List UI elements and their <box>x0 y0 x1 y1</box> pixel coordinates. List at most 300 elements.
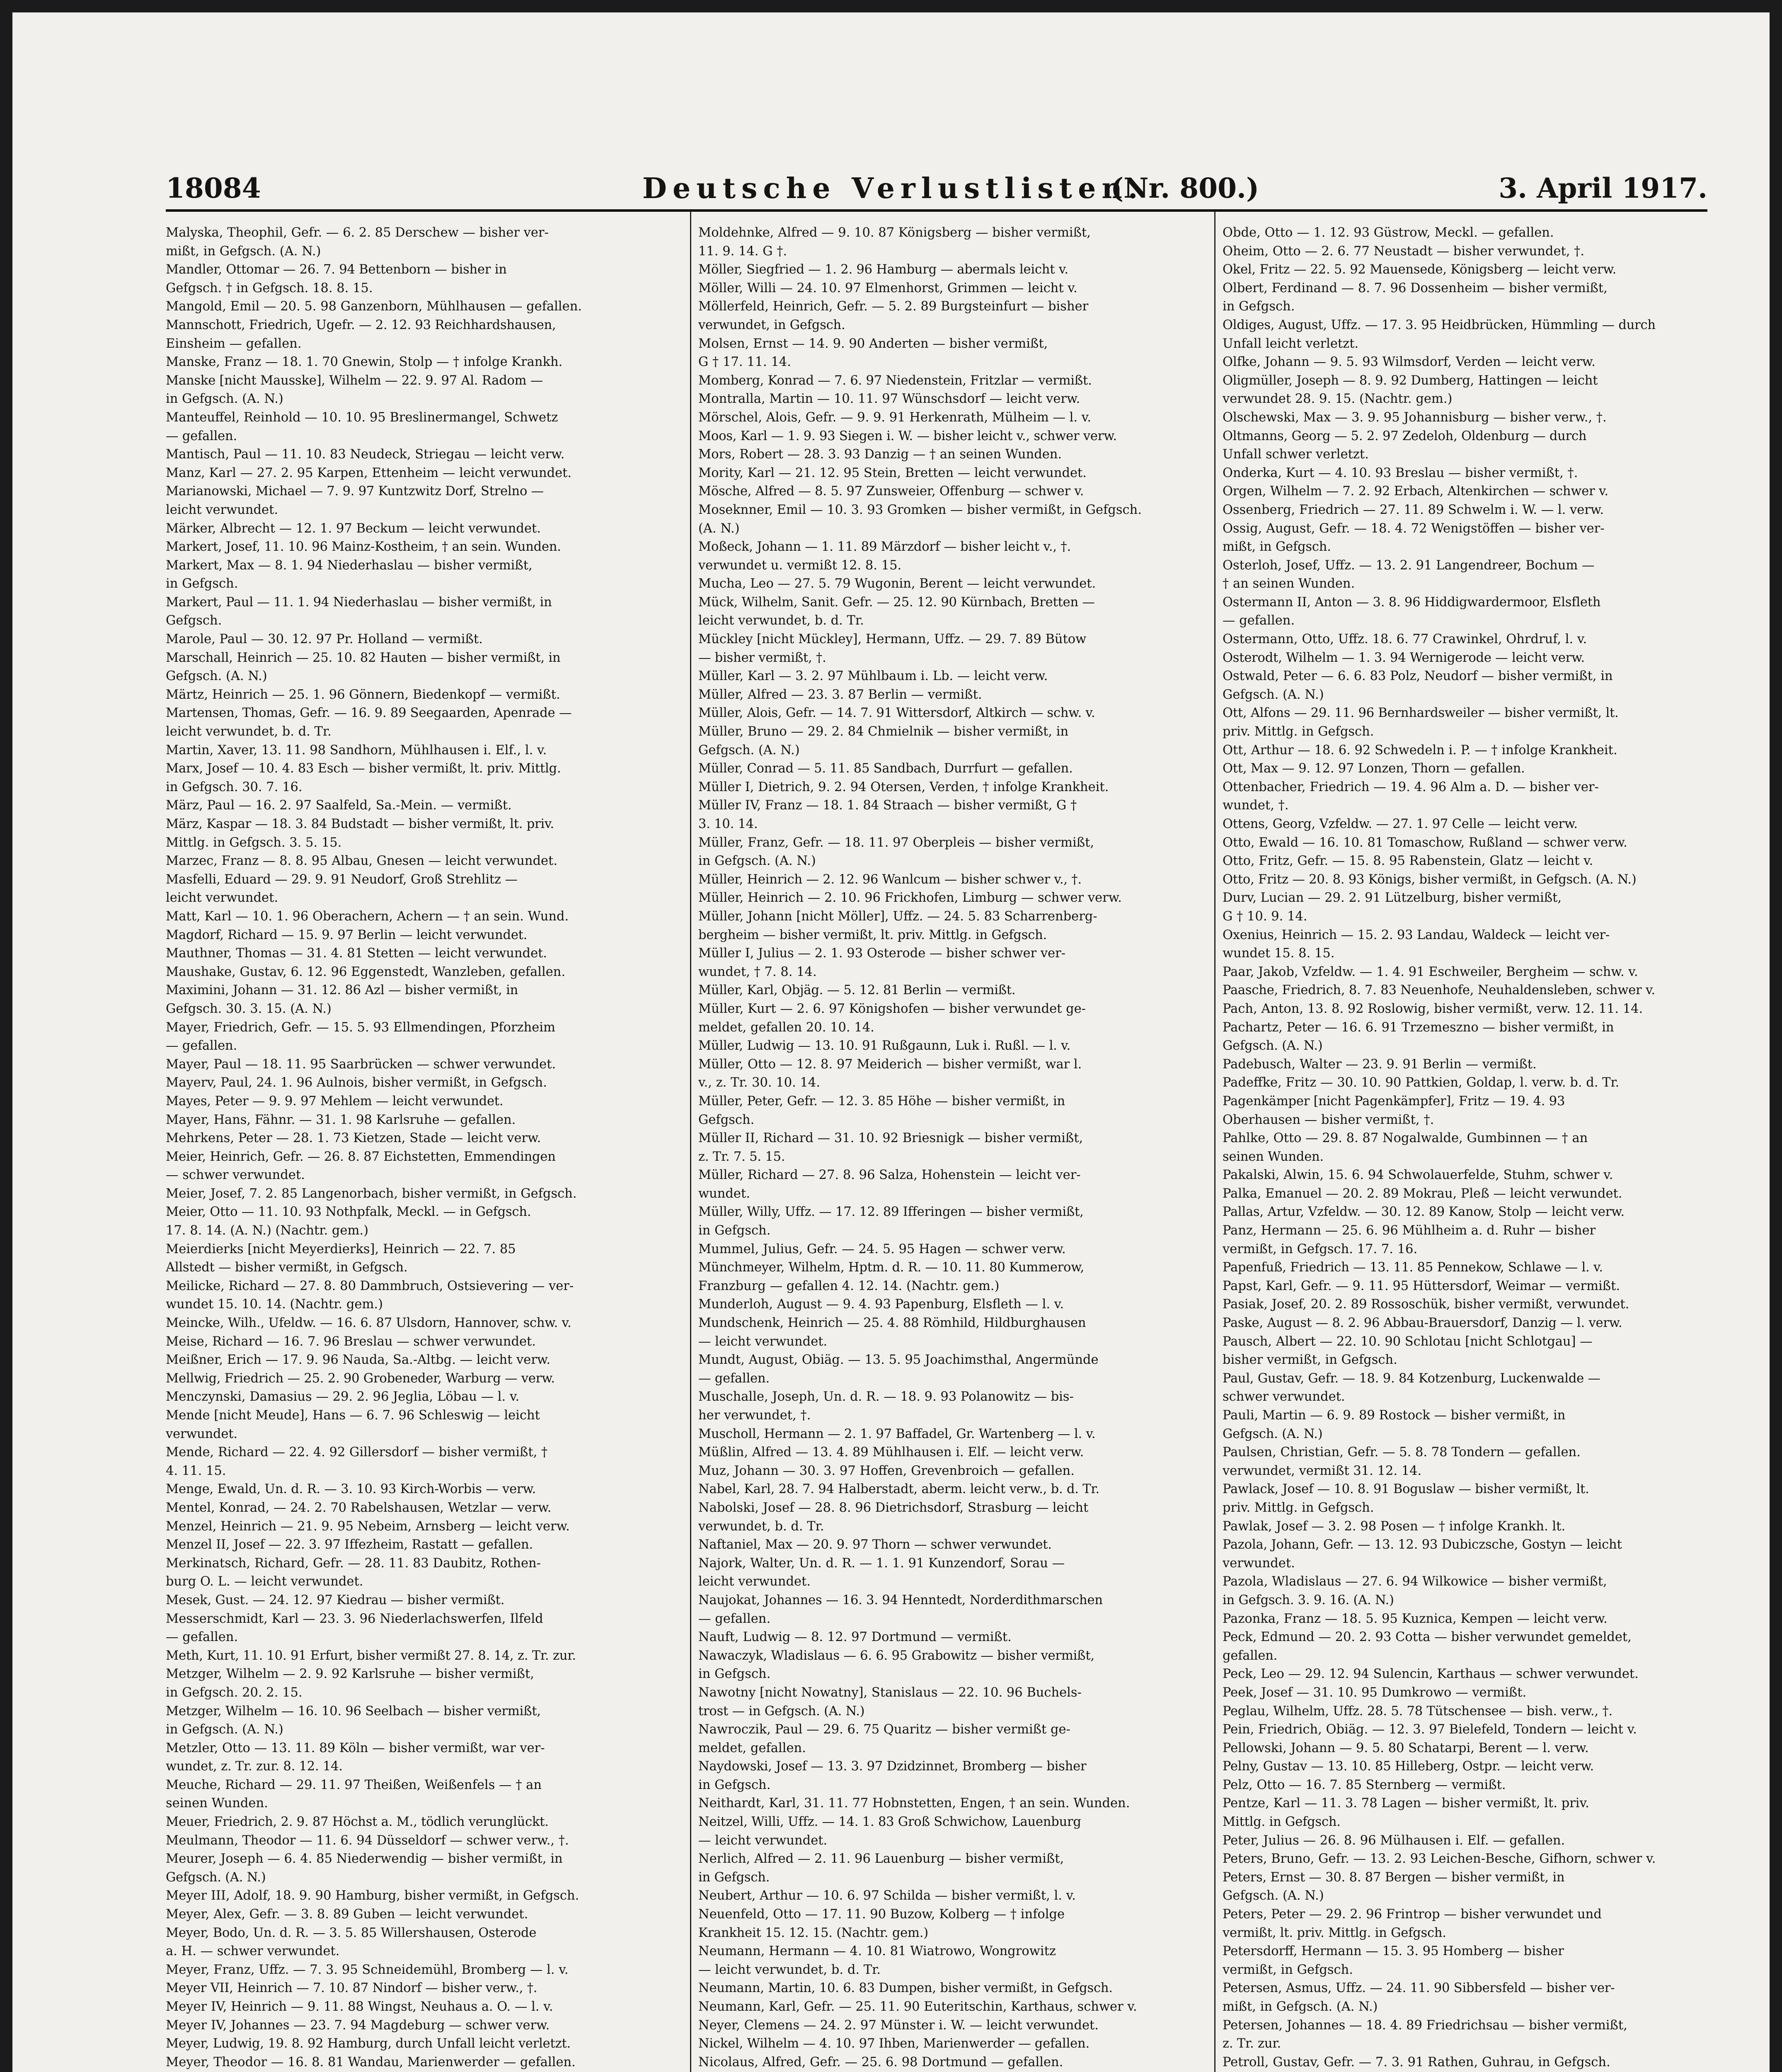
casualty-entry-line: in Gefgsch. 30. 7. 16. <box>166 779 303 794</box>
casualty-entry-line: Marole, Paul — 30. 12. 97 Pr. Holland — vermißt. <box>166 632 483 647</box>
casualty-entry-line: Mauthner, Thomas — 31. 4. 81 Stetten — leicht verwundet. <box>166 946 547 961</box>
text-column-2 <box>698 224 1212 2072</box>
casualty-entry-line: Otto, Fritz, Gefr. — 15. 8. 95 Rabenstein, Glatz — leicht v. <box>1223 854 1593 869</box>
casualty-entry-line: Mösche, Alfred — 8. 5. 97 Zunsweier, Offenburg — schwer v. <box>698 484 1084 499</box>
casualty-entry-line: Pasiak, Josef, 20. 2. 89 Rossoschük, bisher vermißt, verwundet. <box>1223 1297 1629 1312</box>
casualty-entry-line: Oberhausen — bisher vermißt, †. <box>1223 1112 1434 1127</box>
casualty-entry-line: Momberg, Konrad — 7. 6. 97 Niedenstein, Fritzlar — vermißt. <box>698 373 1092 388</box>
casualty-entry-line: — schwer verwundet. <box>166 1168 305 1183</box>
casualty-entry-line: Meier, Otto — 11. 10. 93 Nothpfalk, Meckl. — in Gefgsch. <box>166 1205 531 1220</box>
casualty-entry-line: Unfall schwer verletzt. <box>1223 447 1369 462</box>
casualty-entry-line: Neumann, Martin, 10. 6. 83 Dumpen, bisher vermißt, in Gefgsch. <box>698 1981 1113 1996</box>
casualty-entry-line: in Gefgsch. (A. N.) <box>166 1722 283 1737</box>
casualty-entry-line: (A. N.) <box>698 521 740 536</box>
casualty-entry-line: Ostwald, Peter — 6. 6. 83 Polz, Neudorf — bisher vermißt, in <box>1223 669 1613 684</box>
casualty-entry-line: Pazola, Wladislaus — 27. 6. 94 Wilkowice — bisher vermißt, <box>1223 1574 1607 1589</box>
casualty-entry-line: Müller I, Julius — 2. 1. 93 Osterode — bisher schwer ver- <box>698 946 1066 961</box>
page-number: 18084 <box>166 172 261 204</box>
casualty-entry-line: Müller I, Dietrich, 9. 2. 94 Otersen, Verden, † infolge Krankheit. <box>698 779 1109 794</box>
casualty-entry-line: Petersen, Asmus, Uffz. — 24. 11. 90 Sibbersfeld — bisher ver- <box>1223 1981 1615 1996</box>
casualty-entry-line: vermißt, in Gefgsch. <box>1223 1962 1353 1977</box>
casualty-entry-line: Müller, Bruno — 29. 2. 84 Chmielnik — bisher vermißt, in <box>698 724 1069 739</box>
casualty-entry-line: Pelny, Gustav — 13. 10. 85 Hilleberg, Ostpr. — leicht verw. <box>1223 1759 1594 1774</box>
casualty-entry-line: Oldiges, August, Uffz. — 17. 3. 95 Heidbrücken, Hümmling — durch <box>1223 317 1656 332</box>
casualty-entry-line: wundet 15. 10. 14. (Nachtr. gem.) <box>166 1297 383 1312</box>
casualty-entry-line: Mück, Wilhelm, Sanit. Gefr. — 25. 12. 90 Kürnbach, Bretten — <box>698 595 1095 610</box>
casualty-entry-line: Mummel, Julius, Gefr. — 24. 5. 95 Hagen — schwer verw. <box>698 1242 1066 1256</box>
casualty-entry-line: Meyer VII, Heinrich — 7. 10. 87 Nindorf — bisher verw., †. <box>166 1981 538 1996</box>
casualty-entry-line: in Gefgsch. <box>698 1223 771 1238</box>
casualty-entry-line: z. Tr. zur. <box>1223 2036 1281 2051</box>
casualty-entry-line: Neumann, Hermann — 4. 10. 81 Wiatrowo, Wongrowitz <box>698 1944 1056 1959</box>
casualty-entry-line: — leicht verwundet. <box>698 1334 828 1349</box>
casualty-entry-line: Meuche, Richard — 29. 11. 97 Theißen, Weißenfels — † an <box>166 1777 542 1792</box>
casualty-entry-line: Gefgsch. <box>166 613 222 628</box>
casualty-entry-line: Masfelli, Eduard — 29. 9. 91 Neudorf, Groß Strehlitz — <box>166 872 518 887</box>
casualty-entry-line: Pawlak, Josef — 3. 2. 98 Posen — † infolge Krankh. lt. <box>1223 1519 1566 1534</box>
casualty-entry-line: Meyer III, Adolf, 18. 9. 90 Hamburg, bisher vermißt, in Gefgsch. <box>166 1888 579 1903</box>
casualty-entry-line: Merkinatsch, Richard, Gefr. — 28. 11. 83 Daubitz, Rothen- <box>166 1556 541 1571</box>
casualty-entry-line: Obde, Otto — 1. 12. 93 Güstrow, Meckl. — gefallen. <box>1223 225 1554 240</box>
casualty-entry-line: v., z. Tr. 30. 10. 14. <box>698 1075 821 1090</box>
casualty-entry-line: Padebusch, Walter — 23. 9. 91 Berlin — vermißt. <box>1223 1057 1537 1072</box>
casualty-entry-line: verwundet. <box>1223 1556 1295 1571</box>
text-column-3 <box>1223 224 1707 2072</box>
casualty-entry-line: Mittlg. in Gefgsch. <box>1223 1815 1341 1830</box>
casualty-entry-line: Mayes, Peter — 9. 9. 97 Mehlem — leicht verwundet. <box>166 1094 504 1109</box>
casualty-entry-line: Müller, Heinrich — 2. 10. 96 Frickhofen, Limburg — schwer verw. <box>698 891 1122 905</box>
casualty-entry-line: Muschalle, Joseph, Un. d. R. — 18. 9. 93 Polanowitz — bis- <box>698 1389 1074 1404</box>
casualty-entry-line: Malyska, Theophil, Gefr. — 6. 2. 85 Derschew — bisher ver- <box>166 225 549 240</box>
casualty-entry-line: in Gefgsch. 20. 2. 15. <box>166 1685 303 1700</box>
casualty-entry-line: Märtz, Heinrich — 25. 1. 96 Gönnern, Biedenkopf — vermißt. <box>166 687 560 702</box>
casualty-entry-line: Müller IV, Franz — 18. 1. 84 Straach — bisher vermißt, G † <box>698 798 1077 813</box>
casualty-entry-line: Munderloh, August — 9. 4. 93 Papenburg, Elsfleth — l. v. <box>698 1297 1064 1312</box>
casualty-entry-line: Mörschel, Alois, Gefr. — 9. 9. 91 Herkenrath, Mülheim — l. v. <box>698 410 1092 425</box>
casualty-entry-line: in Gefgsch. (A. N.) <box>698 854 816 869</box>
casualty-entry-line: Metzger, Wilhelm — 2. 9. 92 Karlsruhe — bisher vermißt, <box>166 1667 534 1682</box>
casualty-entry-line: Meurer, Joseph — 6. 4. 85 Niederwendig — bisher vermißt, in <box>166 1852 563 1866</box>
casualty-entry-line: Einsheim — gefallen. <box>166 336 302 351</box>
casualty-entry-line: Ostermann, Otto, Uffz. 18. 6. 77 Crawinkel, Ohrdruf, l. v. <box>1223 632 1587 647</box>
casualty-entry-line: Montralla, Martin — 10. 11. 97 Wünschsdorf — leicht verw. <box>698 392 1080 407</box>
casualty-entry-line: Osterloh, Josef, Uffz. — 13. 2. 91 Langendreer, Bochum — <box>1223 558 1595 573</box>
casualty-entry-line: — gefallen. <box>1223 613 1295 628</box>
casualty-entry-line: Müller, Willy, Uffz. — 17. 12. 89 Ifferingen — bisher vermißt, <box>698 1205 1084 1220</box>
casualty-entry-line: Peglau, Wilhelm, Uffz. 28. 5. 78 Tütschensee — bish. verw., †. <box>1223 1704 1613 1719</box>
casualty-entry-line: Krankheit 15. 12. 15. (Nachtr. gem.) <box>698 1925 928 1940</box>
casualty-entry-line: Unfall leicht verletzt. <box>1223 336 1359 351</box>
casualty-entry-line: leicht verwundet, b. d. Tr. <box>166 724 332 739</box>
casualty-entry-line: Moldehnke, Alfred — 9. 10. 87 Königsberg — bisher vermißt, <box>698 225 1091 240</box>
casualty-entry-line: Müller, Heinrich — 2. 12. 96 Wanlcum — bisher schwer v., †. <box>698 872 1082 887</box>
casualty-entry-line: Ossig, August, Gefr. — 18. 4. 72 Wenigstöffen — bisher ver- <box>1223 521 1605 536</box>
casualty-entry-line: Olschewski, Max — 3. 9. 95 Johannisburg — bisher verw., †. <box>1223 410 1607 425</box>
casualty-entry-line: März, Paul — 16. 2. 97 Saalfeld, Sa.-Mein. — vermißt. <box>166 798 512 813</box>
casualty-entry-line: Müller, Alois, Gefr. — 14. 7. 91 Wittersdorf, Altkirch — schw. v. <box>698 706 1095 721</box>
casualty-entry-line: Müller, Ludwig — 13. 10. 91 Rußgaunn, Luk i. Rußl. — l. v. <box>698 1038 1071 1053</box>
casualty-entry-line: Petroll, Gustav, Gefr. — 7. 3. 91 Rathen, Guhrau, in Gefgsch. <box>1223 2055 1610 2070</box>
casualty-entry-line: verwundet 28. 9. 15. (Nachtr. gem.) <box>1223 392 1453 407</box>
casualty-entry-line: Menzel, Heinrich — 21. 9. 95 Nebeim, Arnsberg — leicht verw. <box>166 1519 570 1534</box>
casualty-entry-line: Meth, Kurt, 11. 10. 91 Erfurt, bisher vermißt 27. 8. 14, z. Tr. zur. <box>166 1648 576 1663</box>
casualty-entry-line: Moßeck, Johann — 1. 11. 89 Märzdorf — bisher leicht v., †. <box>698 540 1071 554</box>
casualty-entry-line: Franzburg — gefallen 4. 12. 14. (Nachtr. gem.) <box>698 1278 1000 1293</box>
casualty-entry-line: Okel, Fritz — 22. 5. 92 Mauensede, Königsberg — leicht verw. <box>1223 262 1617 277</box>
casualty-entry-line: Otto, Fritz — 20. 8. 93 Königs, bisher vermißt, in Gefgsch. (A. N.) <box>1223 872 1637 887</box>
casualty-entry-line: Meyer IV, Heinrich — 9. 11. 88 Wingst, Neuhaus a. O. — l. v. <box>166 1999 553 2014</box>
casualty-entry-line: Markert, Josef, 11. 10. 96 Mainz-Kostheim, † an sein. Wunden. <box>166 540 561 554</box>
casualty-entry-line: Naftaniel, Max — 20. 9. 97 Thorn — schwer verwundet. <box>698 1537 1052 1552</box>
casualty-entry-line: Meier, Heinrich, Gefr. — 26. 8. 87 Eichstetten, Emmendingen <box>166 1149 556 1164</box>
casualty-entry-line: G † 17. 11. 14. <box>698 355 791 370</box>
casualty-entry-line: Gefgsch. (A. N.) <box>1223 1038 1323 1053</box>
casualty-entry-line: Ott, Arthur — 18. 6. 92 Schwedeln i. P. — † infolge Krankheit. <box>1223 743 1617 758</box>
casualty-entry-line: Metzler, Otto — 13. 11. 89 Köln — bisher vermißt, war ver- <box>166 1740 545 1755</box>
casualty-entry-line: priv. Mittlg. in Gefgsch. <box>1223 1500 1374 1515</box>
casualty-entry-line: Padeffke, Fritz — 30. 10. 90 Pattkien, Goldap, l. verw. b. d. Tr. <box>1223 1075 1620 1090</box>
casualty-entry-line: Nawroczik, Paul — 29. 6. 75 Quaritz — bisher vermißt ge- <box>698 1722 1070 1737</box>
casualty-entry-line: 3. 10. 14. <box>698 817 758 831</box>
casualty-entry-line: wundet 15. 8. 15. <box>1223 946 1335 961</box>
casualty-entry-line: 17. 8. 14. (A. N.) (Nachtr. gem.) <box>166 1223 368 1238</box>
casualty-entry-line: Müßlin, Alfred — 13. 4. 89 Mühlhausen i. Elf. — leicht verw. <box>698 1445 1084 1460</box>
casualty-entry-line: Meißner, Erich — 17. 9. 96 Nauda, Sa.-Altbg. — leicht verw. <box>166 1353 551 1368</box>
casualty-entry-line: Menge, Ewald, Un. d. R. — 3. 10. 93 Kirch-Worbis — verw. <box>166 1482 536 1497</box>
casualty-entry-line: leicht verwundet. <box>166 891 278 905</box>
casualty-entry-line: Mehrkens, Peter — 28. 1. 73 Kietzen, Stade — leicht verw. <box>166 1131 541 1146</box>
casualty-entry-line: Pakalski, Alwin, 15. 6. 94 Schwolauerfelde, Stuhm, schwer v. <box>1223 1168 1613 1183</box>
casualty-entry-line: Paulsen, Christian, Gefr. — 5. 8. 78 Tondern — gefallen. <box>1223 1445 1581 1460</box>
casualty-entry-line: Pauli, Martin — 6. 9. 89 Rostock — bisher vermißt, in <box>1223 1408 1566 1423</box>
casualty-entry-line: Markert, Paul — 11. 1. 94 Niederhaslau — bisher vermißt, in <box>166 595 552 610</box>
casualty-entry-line: Meyer, Alex, Gefr. — 3. 8. 89 Guben — leicht verwundet. <box>166 1907 528 1922</box>
casualty-entry-line: priv. Mittlg. in Gefgsch. <box>1223 724 1374 739</box>
casualty-entry-line: Peek, Josef — 31. 10. 95 Dumkrowo — vermißt. <box>1223 1685 1527 1700</box>
casualty-entry-line: wundet, z. Tr. zur. 8. 12. 14. <box>166 1759 343 1774</box>
casualty-entry-line: — gefallen. <box>166 1038 237 1053</box>
casualty-entry-line: Nerlich, Alfred — 2. 11. 96 Lauenburg — bisher vermißt, <box>698 1852 1064 1866</box>
casualty-entry-line: Pallas, Artur, Vzfeldw. — 30. 12. 89 Kanow, Stolp — leicht verw. <box>1223 1205 1625 1220</box>
casualty-entry-line: Gefgsch. (A. N.) <box>166 1870 266 1885</box>
casualty-entry-line: — gefallen. <box>698 1371 770 1386</box>
casualty-entry-line: Petersen, Johannes — 18. 4. 89 Friedrichsau — bisher vermißt, <box>1223 2018 1627 2033</box>
casualty-entry-line: in Gefgsch. <box>698 1667 771 1682</box>
casualty-entry-line: Paul, Gustav, Gefr. — 18. 9. 84 Kotzenburg, Luckenwalde — <box>1223 1371 1600 1386</box>
casualty-entry-line: — gefallen. <box>166 428 237 443</box>
casualty-entry-line: Pentze, Karl — 11. 3. 78 Lagen — bisher vermißt, lt. priv. <box>1223 1796 1589 1811</box>
casualty-entry-line: Menczynski, Damasius — 29. 2. 96 Jeglia, Löbau — l. v. <box>166 1389 520 1404</box>
casualty-entry-line: Panz, Hermann — 25. 6. 96 Mühlheim a. d. Ruhr — bisher <box>1223 1223 1596 1238</box>
casualty-entry-line: Mundschenk, Heinrich — 25. 4. 88 Römhild, Hildburghausen <box>698 1316 1086 1331</box>
casualty-entry-line: in Gefgsch. <box>1223 299 1295 314</box>
casualty-entry-line: Paske, August — 8. 2. 96 Abbau-Brauersdorf, Danzig — l. verw. <box>1223 1316 1622 1331</box>
casualty-entry-line: Mundt, August, Obiäg. — 13. 5. 95 Joachimsthal, Angermünde <box>698 1353 1099 1368</box>
casualty-entry-line: Pellowski, Johann — 9. 5. 80 Schatarpi, Berent — l. verw. <box>1223 1740 1589 1755</box>
casualty-entry-line: Mucha, Leo — 27. 5. 79 Wugonin, Berent — leicht verwundet. <box>698 576 1096 591</box>
casualty-entry-line: Oheim, Otto — 2. 6. 77 Neustadt — bisher verwundet, †. <box>1223 244 1585 259</box>
casualty-entry-line: Möller, Willi — 24. 10. 97 Elmenhorst, Grimmen — leicht v. <box>698 281 1077 295</box>
casualty-entry-line: Peck, Edmund — 20. 2. 93 Cotta — bisher verwundet gemeldet, <box>1223 1630 1632 1645</box>
casualty-entry-line: Meyer, Franz, Uffz. — 7. 3. 95 Schneidemühl, Bromberg — l. v. <box>166 1962 569 1977</box>
casualty-entry-line: verwundet, vermißt 31. 12. 14. <box>1223 1463 1422 1478</box>
casualty-entry-line: Allstedt — bisher vermißt, in Gefgsch. <box>166 1260 408 1275</box>
casualty-entry-line: Peters, Bruno, Gefr. — 13. 2. 93 Leichen-Besche, Gifhorn, schwer v. <box>1223 1852 1656 1866</box>
casualty-entry-line: wundet, † 7. 8. 14. <box>698 964 817 979</box>
casualty-entry-line: Otto, Ewald — 16. 10. 81 Tomaschow, Rußland — schwer verw. <box>1223 835 1627 850</box>
casualty-entry-line: Marx, Josef — 10. 4. 83 Esch — bisher vermißt, lt. priv. Mittlg. <box>166 761 561 776</box>
casualty-entry-line: Ossenberg, Friedrich — 27. 11. 89 Schwelm i. W. — l. verw. <box>1223 502 1604 517</box>
casualty-entry-line: Pazola, Johann, Gefr. — 13. 12. 93 Dubiczsche, Gostyn — leicht <box>1223 1537 1622 1552</box>
column-divider <box>690 211 691 2072</box>
casualty-entry-line: Pein, Friedrich, Obiäg. — 12. 3. 97 Bielefeld, Tondern — leicht v. <box>1223 1722 1637 1737</box>
casualty-entry-line: seinen Wunden. <box>166 1796 268 1811</box>
casualty-entry-line: Papst, Karl, Gefr. — 9. 11. 95 Hüttersdorf, Weimar — vermißt. <box>1223 1278 1620 1293</box>
casualty-entry-line: Pachartz, Peter — 16. 6. 91 Trzemeszno — bisher vermißt, in <box>1223 1020 1614 1035</box>
casualty-entry-line: Marschall, Heinrich — 25. 10. 82 Hauten — bisher vermißt, in <box>166 650 561 665</box>
casualty-entry-line: Möllerfeld, Heinrich, Gefr. — 5. 2. 89 Burgsteinfurt — bisher <box>698 299 1089 314</box>
casualty-entry-line: verwundet u. vermißt 12. 8. 15. <box>698 558 902 573</box>
casualty-entry-line: Mors, Robert — 28. 3. 93 Danzig — † an seinen Wunden. <box>698 447 1062 462</box>
casualty-entry-line: Mannschott, Friedrich, Ugefr. — 2. 12. 93 Reichhardshausen, <box>166 317 556 332</box>
casualty-entry-line: Müller, Alfred — 23. 3. 87 Berlin — vermißt. <box>698 687 982 702</box>
casualty-entry-line: Müller, Peter, Gefr. — 12. 3. 85 Höhe — bisher vermißt, in <box>698 1094 1065 1109</box>
column-divider <box>1214 211 1215 2072</box>
casualty-entry-line: Ottens, Georg, Vzfeldw. — 27. 1. 97 Celle — leicht verw. <box>1223 817 1578 831</box>
casualty-entry-line: Müller, Richard — 27. 8. 96 Salza, Hohenstein — leicht ver- <box>698 1168 1081 1183</box>
casualty-entry-line: verwundet, in Gefgsch. <box>698 317 845 332</box>
casualty-entry-line: Mayer, Hans, Fähnr. — 31. 1. 98 Karlsruhe — gefallen. <box>166 1112 516 1127</box>
casualty-entry-line: schwer verwundet. <box>1223 1389 1345 1404</box>
casualty-entry-line: Naujokat, Johannes — 16. 3. 94 Henntedt, Norderdithmarschen <box>698 1593 1103 1607</box>
casualty-entry-line: Ott, Alfons — 29. 11. 96 Bernhardsweiler — bisher vermißt, lt. <box>1223 706 1619 721</box>
casualty-entry-line: Gefgsch. (A. N.) <box>166 669 267 684</box>
casualty-entry-line: Meulmann, Theodor — 11. 6. 94 Düsseldorf — schwer verw., †. <box>166 1833 569 1848</box>
casualty-entry-line: mißt, in Gefgsch. (A. N.) <box>166 244 321 259</box>
casualty-entry-line: Matt, Karl — 10. 1. 96 Oberachern, Achern — † an sein. Wund. <box>166 909 569 924</box>
casualty-entry-line: Neitzel, Willi, Uffz. — 14. 1. 83 Groß Schwichow, Lauenburg <box>698 1815 1081 1830</box>
publication-title: Deutsche Verlustlisten. <box>642 172 1144 205</box>
casualty-entry-line: Nawotny [nicht Nowatny], Stanislaus — 22. 10. 96 Buchels- <box>698 1685 1082 1700</box>
casualty-entry-line: in Gefgsch. (A. N.) <box>166 392 283 407</box>
casualty-entry-line: z. Tr. 7. 5. 15. <box>698 1149 785 1164</box>
casualty-entry-line: Papenfuß, Friedrich — 13. 11. 85 Pennekow, Schlawe — l. v. <box>1223 1260 1603 1275</box>
casualty-entry-line: Peck, Leo — 29. 12. 94 Sulencin, Karthaus — schwer verwundet. <box>1223 1667 1639 1682</box>
casualty-entry-line: Gefgsch. (A. N.) <box>698 743 800 758</box>
casualty-entry-line: G † 10. 9. 14. <box>1223 909 1307 924</box>
casualty-entry-line: Pelz, Otto — 16. 7. 85 Sternberg — vermißt. <box>1223 1777 1506 1792</box>
casualty-entry-line: Neubert, Arthur — 10. 6. 97 Schilda — bisher vermißt, l. v. <box>698 1888 1076 1903</box>
casualty-entry-line: Durv, Lucian — 29. 2. 91 Lützelburg, bisher vermißt, <box>1223 891 1562 905</box>
casualty-entry-line: — bisher vermißt, †. <box>698 650 826 665</box>
casualty-entry-line: Manz, Karl — 27. 2. 95 Karpen, Ettenheim — leicht verwundet. <box>166 465 572 480</box>
casualty-entry-line: Manske [nicht Mausske], Wilhelm — 22. 9. 97 Al. Radom — <box>166 373 543 388</box>
casualty-entry-line: Nabel, Karl, 28. 7. 94 Halberstadt, aberm. leicht verw., b. d. Tr. <box>698 1482 1099 1497</box>
casualty-entry-line: Mende, Richard — 22. 4. 92 Gillersdorf — bisher vermißt, † <box>166 1445 548 1460</box>
casualty-entry-line: wundet. <box>698 1186 750 1201</box>
casualty-entry-line: Meyer, Theodor — 16. 8. 81 Wandau, Marienwerder — gefallen. <box>166 2055 576 2070</box>
casualty-entry-line: Menzel II, Josef — 22. 3. 97 Iffezheim, Rastatt — gefallen. <box>166 1537 533 1552</box>
casualty-entry-line: Peters, Peter — 29. 2. 96 Frintrop — bisher verwundet und <box>1223 1907 1602 1922</box>
casualty-entry-line: Pausch, Albert — 22. 10. 90 Schlotau [nicht Schlotgau] — <box>1223 1334 1593 1349</box>
casualty-entry-line: Peters, Ernst — 30. 8. 87 Bergen — bisher vermißt, in <box>1223 1870 1565 1885</box>
casualty-entry-line: Mandler, Ottomar — 26. 7. 94 Bettenborn — bisher in <box>166 262 507 277</box>
casualty-entry-line: in Gefgsch. <box>698 1870 770 1885</box>
casualty-entry-line: Nickel, Wilhelm — 4. 10. 97 Ihben, Marienwerder — gefallen. <box>698 2036 1090 2051</box>
casualty-entry-line: Marianowski, Michael — 7. 9. 97 Kuntzwitz Dorf, Strelno — <box>166 484 544 499</box>
casualty-entry-line: Meier, Josef, 7. 2. 85 Langenorbach, bisher vermißt, in Gefgsch. <box>166 1186 577 1201</box>
casualty-entry-line: Metzger, Wilhelm — 16. 10. 96 Seelbach — bisher vermißt, <box>166 1704 541 1719</box>
casualty-entry-line: Molsen, Ernst — 14. 9. 90 Anderten — bisher vermißt, <box>698 336 1048 351</box>
casualty-entry-line: verwundet. <box>166 1426 237 1441</box>
casualty-entry-line: Meincke, Wilh., Ufeldw. — 16. 6. 87 Ulsdorn, Hannover, schw. v. <box>166 1316 571 1331</box>
casualty-entry-line: Neithardt, Karl, 31. 11. 77 Hobnstetten, Engen, † an sein. Wunden. <box>698 1796 1130 1811</box>
casualty-entry-line: Meyer IV, Johannes — 23. 7. 94 Magdeburg — schwer verw. <box>166 2018 550 2033</box>
casualty-entry-line: Gefgsch. <box>698 1112 755 1127</box>
casualty-entry-line: Möller, Siegfried — 1. 2. 96 Hamburg — abermals leicht v. <box>698 262 1068 277</box>
casualty-entry-line: Nawaczyk, Wladislaus — 6. 6. 95 Grabowitz — bisher vermißt, <box>698 1648 1094 1663</box>
casualty-entry-line: Gefgsch. 30. 3. 15. (A. N.) <box>166 1001 332 1016</box>
casualty-entry-line: Gefgsch. (A. N.) <box>1223 1426 1323 1441</box>
casualty-entry-line: Oligmüller, Joseph — 8. 9. 92 Dumberg, Hattingen — leicht <box>1223 373 1598 388</box>
casualty-entry-line: Maushake, Gustav, 6. 12. 96 Eggenstedt, Wanzleben, gefallen. <box>166 964 566 979</box>
casualty-entry-line: seinen Wunden. <box>1223 1149 1324 1164</box>
casualty-entry-line: Neyer, Clemens — 24. 2. 97 Münster i. W. — leicht verwundet. <box>698 2018 1099 2033</box>
casualty-entry-line: † an seinen Wunden. <box>1223 576 1355 591</box>
casualty-entry-line: Oltmanns, Georg — 5. 2. 97 Zedeloh, Oldenburg — durch <box>1223 428 1587 443</box>
casualty-entry-line: — leicht verwundet. <box>698 1833 828 1848</box>
casualty-entry-line: trost — in Gefgsch. (A. N.) <box>698 1704 865 1719</box>
casualty-entry-line: Moseknner, Emil — 10. 3. 93 Gromken — bisher vermißt, in Gefgsch. <box>698 502 1142 517</box>
casualty-entry-line: Pagenkämper [nicht Pagenkämpfer], Fritz — 19. 4. 93 <box>1223 1094 1565 1109</box>
casualty-entry-line: Moos, Karl — 1. 9. 93 Siegen i. W. — bisher leicht v., schwer verw. <box>698 428 1117 443</box>
casualty-entry-line: Meierdierks [nicht Meyerdierks], Heinrich — 22. 7. 85 <box>166 1242 516 1256</box>
casualty-entry-line: Gefgsch. (A. N.) <box>1223 1888 1324 1903</box>
casualty-entry-line: verwundet, b. d. Tr. <box>698 1519 824 1534</box>
casualty-entry-line: Martin, Xaver, 13. 11. 98 Sandhorn, Mühlhausen i. Elf., l. v. <box>166 743 547 758</box>
casualty-entry-line: Markert, Max — 8. 1. 94 Niederhaslau — bisher vermißt, <box>166 558 533 573</box>
casualty-entry-line: in Gefgsch. <box>166 576 238 591</box>
casualty-entry-line: Maximini, Johann — 31. 12. 86 Azl — bisher vermißt, in <box>166 983 518 998</box>
casualty-entry-line: Naydowski, Josef — 13. 3. 97 Dzidzinnet, Bromberg — bisher <box>698 1759 1087 1774</box>
casualty-entry-line: Najork, Walter, Un. d. R. — 1. 1. 91 Kunzendorf, Sorau — <box>698 1556 1065 1571</box>
casualty-entry-line: a. H. — schwer verwundet. <box>166 1944 340 1959</box>
casualty-entry-line: her verwundet, †. <box>698 1408 811 1423</box>
casualty-entry-line: Märker, Albrecht — 12. 1. 97 Beckum — leicht verwundet. <box>166 521 541 536</box>
casualty-entry-line: Müller, Franz, Gefr. — 18. 11. 97 Oberpleis — bisher vermißt, <box>698 835 1094 850</box>
casualty-entry-line: Ostermann II, Anton — 3. 8. 96 Hiddigwardermoor, Elsfleth <box>1223 595 1601 610</box>
casualty-entry-line: Olfke, Johann — 9. 5. 93 Wilmsdorf, Verden — leicht verw. <box>1223 355 1596 370</box>
casualty-entry-line: Müller, Kurt — 2. 6. 97 Königshofen — bisher verwundet ge- <box>698 1001 1086 1016</box>
casualty-entry-line: Müller, Karl — 3. 2. 97 Mühlbaum i. Lb. — leicht verw. <box>698 669 1048 684</box>
casualty-entry-line: Müller, Johann [nicht Möller], Uffz. — 24. 5. 83 Scharrenberg- <box>698 909 1097 924</box>
casualty-entry-line: burg O. L. — leicht verwundet. <box>166 1574 363 1589</box>
casualty-entry-line: Manske, Franz — 18. 1. 70 Gnewin, Stolp — † infolge Krankh. <box>166 355 563 370</box>
casualty-entry-line: Mayer, Paul — 18. 11. 95 Saarbrücken — schwer verwundet. <box>166 1057 556 1072</box>
casualty-entry-line: März, Kaspar — 18. 3. 84 Budstadt — bisher vermißt, lt. priv. <box>166 817 554 831</box>
casualty-entry-line: Muz, Johann — 30. 3. 97 Hoffen, Grevenbroich — gefallen. <box>698 1463 1075 1478</box>
casualty-entry-line: Neuenfeld, Otto — 17. 11. 90 Buzow, Kolberg — † infolge <box>698 1907 1065 1922</box>
casualty-entry-line: Ott, Max — 9. 12. 97 Lonzen, Thorn — gefallen. <box>1223 761 1525 776</box>
casualty-entry-line: vermißt, in Gefgsch. 17. 7. 16. <box>1223 1242 1418 1256</box>
casualty-entry-line: Meyer, Bodo, Un. d. R. — 3. 5. 85 Willershausen, Osterode <box>166 1925 537 1940</box>
casualty-entry-line: Müller, Conrad — 5. 11. 85 Sandbach, Durrfurt — gefallen. <box>698 761 1073 776</box>
casualty-entry-line: Osterodt, Wilhelm — 1. 3. 94 Wernigerode — leicht verw. <box>1223 650 1585 665</box>
page-header <box>166 164 1707 212</box>
casualty-entry-line: bergheim — bisher vermißt, lt. priv. Mittlg. in Gefgsch. <box>698 927 1047 942</box>
casualty-entry-line: Mentel, Konrad, — 24. 2. 70 Rabelshausen, Wetzlar — verw. <box>166 1500 552 1515</box>
casualty-entry-line: Palka, Emanuel — 20. 2. 89 Mokrau, Pleß — leicht verwundet. <box>1223 1186 1622 1201</box>
casualty-entry-line: Mayerv, Paul, 24. 1. 96 Aulnois, bisher vermißt, in Gefgsch. <box>166 1075 547 1090</box>
casualty-entry-line: Meilicke, Richard — 27. 8. 80 Dammbruch, Ostsievering — ver- <box>166 1278 574 1293</box>
casualty-entry-line: Nicolaus, Alfred, Gefr. — 25. 6. 98 Dortmund — gefallen. <box>698 2055 1063 2070</box>
casualty-entry-line: bisher vermißt, in Gefgsch. <box>1223 1353 1397 1368</box>
issue-date: 3. April 1917. <box>1499 172 1707 204</box>
casualty-entry-line: leicht verwundet. <box>698 1574 811 1589</box>
casualty-entry-line: Oxenius, Heinrich — 15. 2. 93 Landau, Waldeck — leicht ver- <box>1223 927 1610 942</box>
casualty-entry-line: Paar, Jakob, Vzfeldw. — 1. 4. 91 Eschweiler, Bergheim — schw. v. <box>1223 964 1638 979</box>
casualty-entry-line: Mittlg. in Gefgsch. 3. 5. 15. <box>166 835 342 850</box>
casualty-entry-line: Gefgsch. (A. N.) <box>1223 687 1324 702</box>
casualty-entry-line: Orgen, Wilhelm — 7. 2. 92 Erbach, Altenkirchen — schwer v. <box>1223 484 1608 499</box>
casualty-entry-line: leicht verwundet. <box>166 502 278 517</box>
casualty-entry-line: Meyer, Ludwig, 19. 8. 92 Hamburg, durch Unfall leicht verletzt. <box>166 2036 571 2051</box>
casualty-entry-line: Mesek, Gust. — 24. 12. 97 Kiedrau — bisher vermißt. <box>166 1593 505 1607</box>
casualty-entry-line: 4. 11. 15. <box>166 1463 226 1478</box>
casualty-entry-line: gefallen. <box>1223 1648 1278 1663</box>
casualty-entry-line: Pazonka, Franz — 18. 5. 95 Kuznica, Kempen — leicht verw. <box>1223 1611 1608 1626</box>
casualty-entry-line: Pahlke, Otto — 29. 8. 87 Nogalwalde, Gumbinnen — † an <box>1223 1131 1588 1146</box>
issue-number: (Nr. 800.) <box>1111 172 1259 204</box>
casualty-entry-line: Müller II, Richard — 31. 10. 92 Briesnigk — bisher vermißt, <box>698 1131 1083 1146</box>
casualty-entry-line: Nauft, Ludwig — 8. 12. 97 Dortmund — vermißt. <box>698 1630 1012 1645</box>
casualty-entry-line: Messerschmidt, Karl — 23. 3. 96 Niederlachswerfen, Ilfeld <box>166 1611 543 1626</box>
casualty-entry-line: Pawlack, Josef — 10. 8. 91 Boguslaw — bisher vermißt, lt. <box>1223 1482 1589 1497</box>
casualty-entry-line: Müller, Karl, Objäg. — 5. 12. 81 Berlin — vermißt. <box>698 983 1016 998</box>
casualty-entry-line: mißt, in Gefgsch. <box>1223 540 1331 554</box>
casualty-entry-line: Ottenbacher, Friedrich — 19. 4. 96 Alm a. D. — bisher ver- <box>1223 779 1599 794</box>
casualty-entry-line: 11. 9. 14. G †. <box>698 244 787 259</box>
casualty-entry-line: wundet, †. <box>1223 798 1289 813</box>
casualty-entry-line: vermißt, lt. priv. Mittlg. in Gefgsch. <box>1223 1925 1446 1940</box>
casualty-entry-line: Mende [nicht Meude], Hans — 6. 7. 96 Schleswig — leicht <box>166 1408 540 1423</box>
casualty-entry-line: Gefgsch. † in Gefgsch. 18. 8. 15. <box>166 281 373 295</box>
casualty-entry-line: Olbert, Ferdinand — 8. 7. 96 Dossenheim — bisher vermißt, <box>1223 281 1608 295</box>
casualty-entry-line: Meuer, Friedrich, 2. 9. 87 Höchst a. M., tödlich verunglückt. <box>166 1815 549 1830</box>
casualty-entry-line: Münchmeyer, Wilhelm, Hptm. d. R. — 10. 11. 80 Kummerow, <box>698 1260 1085 1275</box>
casualty-entry-line: Nabolski, Josef — 28. 8. 96 Dietrichsdorf, Strasburg — leicht <box>698 1500 1089 1515</box>
casualty-entry-line: Paasche, Friedrich, 8. 7. 83 Neuenhofe, Neuhaldensleben, schwer v. <box>1223 983 1655 998</box>
casualty-entry-line: Magdorf, Richard — 15. 9. 97 Berlin — leicht verwundet. <box>166 927 528 942</box>
casualty-entry-line: Peter, Julius — 26. 8. 96 Mülhausen i. Elf. — gefallen. <box>1223 1833 1565 1848</box>
casualty-entry-line: Marzec, Franz — 8. 8. 95 Albau, Gnesen — leicht verwundet. <box>166 854 558 869</box>
casualty-entry-line: Müller, Otto — 12. 8. 97 Meiderich — bisher vermißt, war l. <box>698 1057 1082 1072</box>
casualty-entry-line: Mückley [nicht Mückley], Hermann, Uffz. — 29. 7. 89 Bütow <box>698 632 1087 647</box>
casualty-entry-line: — leicht verwundet, b. d. Tr. <box>698 1962 881 1977</box>
casualty-entry-line: mißt, in Gefgsch. (A. N.) <box>1223 1999 1378 2014</box>
casualty-entry-line: Mayer, Friedrich, Gefr. — 15. 5. 93 Ellmendingen, Pforzheim <box>166 1020 555 1035</box>
casualty-entry-line: Neumann, Karl, Gefr. — 25. 11. 90 Euteritschin, Karthaus, schwer v. <box>698 1999 1137 2014</box>
text-column-1 <box>166 224 667 2072</box>
casualty-entry-line: Muscholl, Hermann — 2. 1. 97 Baffadel, Gr. Wartenberg — l. v. <box>698 1426 1096 1441</box>
casualty-entry-line: in Gefgsch. <box>698 1777 771 1792</box>
casualty-entry-line: leicht verwundet, b. d. Tr. <box>698 613 864 628</box>
casualty-entry-line: meldet, gefallen. <box>698 1740 806 1755</box>
casualty-entry-line: Pach, Anton, 13. 8. 92 Roslowig, bisher vermißt, verw. 12. 11. 14. <box>1223 1001 1643 1016</box>
casualty-entry-line: — gefallen. <box>166 1630 238 1645</box>
casualty-entry-line: Mangold, Emil — 20. 5. 98 Ganzenborn, Mühlhausen — gefallen. <box>166 299 582 314</box>
casualty-entry-line: Mellwig, Friedrich — 25. 2. 90 Grobeneder, Warburg — verw. <box>166 1371 555 1386</box>
